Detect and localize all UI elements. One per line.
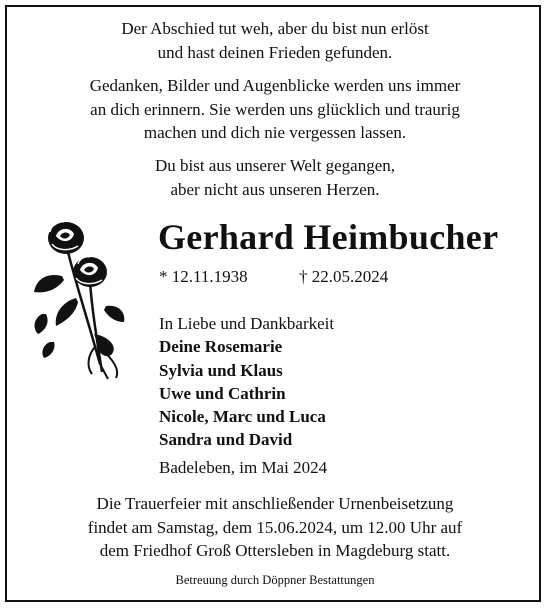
verse-3-line: Du bist aus unserer Welt gegangen,	[154, 156, 396, 175]
verse-1	[0, 17, 550, 64]
funeral-line: dem Friedhof Groß Ottersleben in Magdeburg statt.	[99, 541, 451, 560]
verse-1-line: Der Abschied tut weh, aber du bist nun erlöst	[121, 19, 429, 38]
verse-2	[0, 74, 550, 145]
funeral-line: findet am Samstag, dem 15.06.2024, um 12.00 Uhr auf	[87, 517, 463, 537]
deceased-name: Gerhard Heimbucher	[158, 217, 499, 257]
undertaker-credit: Betreuung durch Döppner Bestattungen	[175, 573, 375, 587]
family-intro: In Liebe und Dankbarkeit	[159, 314, 335, 333]
family-member: Nicole, Marc und Luca	[159, 407, 326, 427]
place-and-date: Badeleben, im Mai 2024	[159, 458, 328, 477]
verse-3	[0, 154, 550, 201]
death-date: † 22.05.2024	[299, 267, 389, 286]
verse-2-line: an dich erinnern. Sie werden uns glücklich und traurig	[90, 99, 460, 119]
verse-2-line: machen und dich nie vergessen lassen.	[143, 123, 407, 142]
verse-1-line: und hast deinen Frieden gefunden.	[157, 42, 393, 62]
roses-illustration-icon	[28, 214, 128, 384]
family-signatures	[159, 312, 334, 452]
verse-2-line: Gedanken, Bilder und Augenblicke werden uns immer	[89, 76, 461, 95]
family-member: Deine Rosemarie	[159, 337, 283, 357]
verse-3-line: aber nicht aus unseren Herzen.	[170, 179, 380, 199]
family-member: Sylvia und Klaus	[159, 360, 283, 380]
family-member: Sandra und David	[159, 430, 293, 450]
birth-date: * 12.11.1938	[159, 267, 248, 286]
funeral-line: Die Trauerfeier mit anschließender Urnenbeisetzung	[96, 494, 454, 513]
life-dates	[159, 266, 389, 288]
funeral-notice	[0, 492, 550, 563]
family-member: Uwe und Cathrin	[159, 383, 286, 403]
